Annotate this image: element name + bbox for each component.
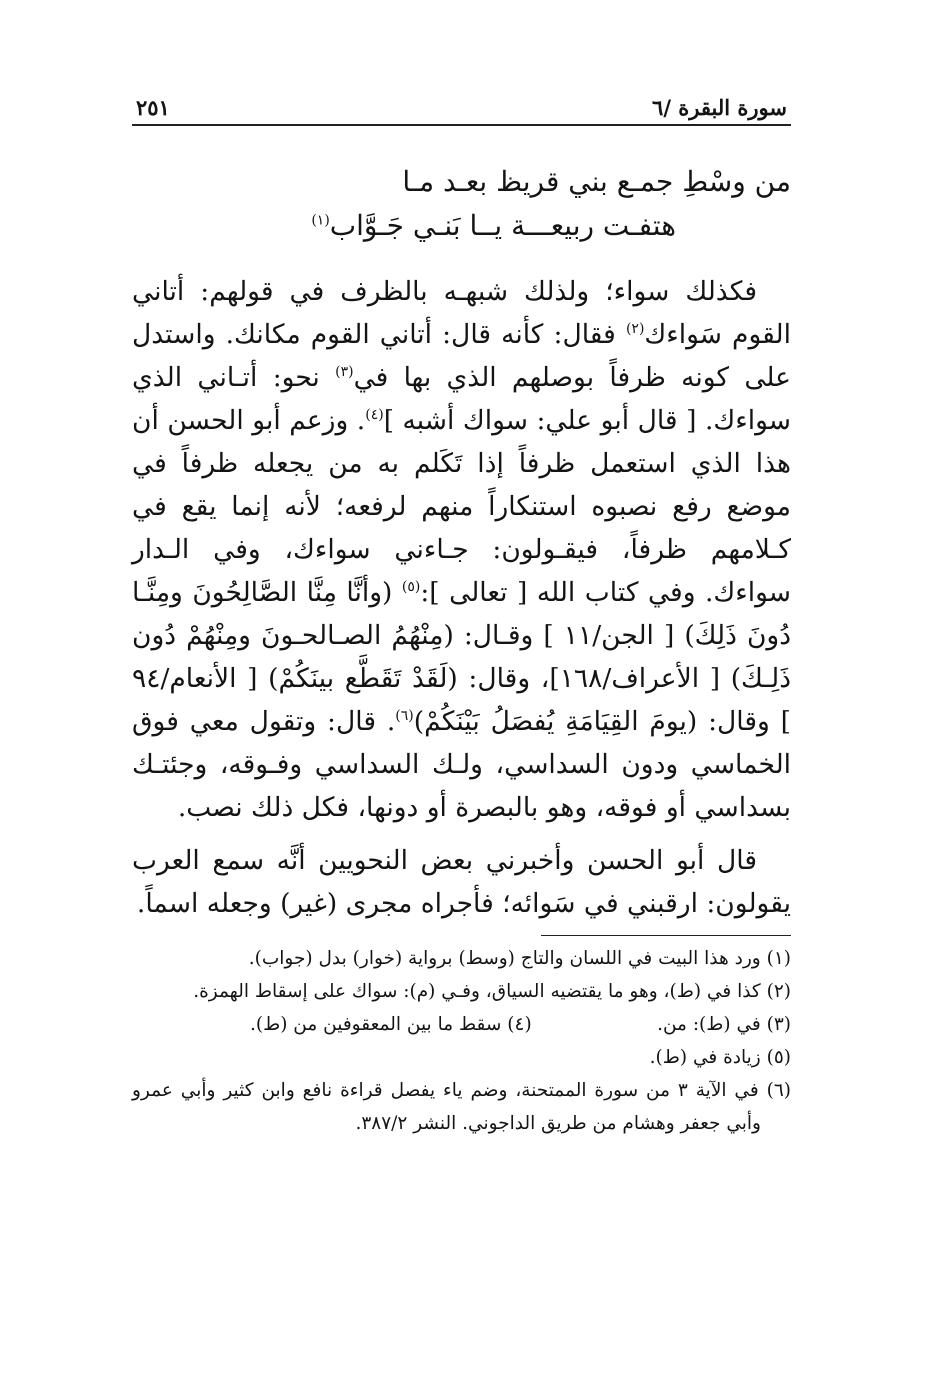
para1-seg-4: . وزعم أبو الحسن أن هذا الذي استعمل ظرفاً إذا تَكَلم به من يجعله ظرفاً في موضع رفع نصبوه استنكاراً منهم لرفعه؛ لأنه إنما يقع في كـلامهم ظرفاً، فيقـولون: جـاءني سواءك، وفي الـدار سواءك. وفي كتاب الله [ تعالى ]: — [132, 405, 791, 608]
paragraph-2: قال أبو الحسن وأخبرني بعض النحويين أنَّه سمع العرب يقولون: ارقبني في سَوائه؛ فأجراه مجرى (غير) وجعله اسماً. — [132, 845, 791, 919]
footnote-5: (٥) زيادة في (ط). — [649, 1047, 791, 1068]
footnote-ref-6: (٦) — [395, 708, 414, 725]
poem-line-1: من وسْطِ جمـع بني قريظ بعـد مـا — [402, 165, 791, 198]
para1-seg-1: فكذلك سواء؛ ولذلك شبهـه بالظرف في قولهم: أتاني القوم سَواءك — [132, 276, 791, 350]
para1-seg-5: (وأنَّا مِنَّا الصَّالِحُونَ ومِنَّـا دُونَ ذَلِكَ) [ الجن/١١ ] وقـال: (مِنْهُمُ الصـالحـونَ ومِنْهُمْ دُون ذَلِـكَ) [ الأعراف/١٦٨]، وقال: (لَقَدْ تَقَطَّع بينَكُمْ) [ الأنعام/٩٤ ] وقال: (يومَ القِيَامَةِ يُفصَلُ بَيْنَكُمْ) — [132, 577, 792, 737]
poem-verse — [132, 160, 791, 248]
book-page — [132, 86, 791, 1140]
footnote-1: (١) ورد هذا البيت في اللسان والتاج (وسط) برواية (خوار) بدل (جواب). — [248, 948, 791, 969]
footnotes — [132, 942, 791, 1140]
footnote-2: (٢) كذا في (ط)، وهو ما يقتضيه السياق، وفـي (م): سواك على إسقاط الهمزة. — [193, 981, 791, 1002]
footnote-row-3-4 — [132, 1008, 791, 1041]
footnote-6: (٦) في الآية ٣ من سورة الممتحنة، وضم ياء يفصل قراءة نافع وابن كثير وأبي عمرو وأبي جعفر وهشام من طريق الداجوني. النشر ٣٨٧/٢. — [132, 1080, 791, 1134]
poem-line-2 — [132, 204, 791, 248]
paragraph-1 — [132, 270, 791, 829]
para1-seg-6: . قال: وتقول معي فوق الخماسي ودون السداسي، ولـك السداسي وفـوقه، وجئتـك بسداسي أو فوقه، وهو بالبصرة أو دونها، فكل ذلك نصب. — [132, 706, 791, 823]
footnote-3: (٣) في (ط): من. — [657, 1014, 791, 1035]
body-text — [132, 270, 791, 925]
poem-line-2-text: هتفـت ربيعـــة يــا بَنـي جَـوَّاب — [329, 209, 676, 242]
footnote-ref-5: (٥) — [401, 579, 421, 596]
footnote-ref-2: (٢) — [625, 321, 645, 338]
footnote-rule — [541, 935, 791, 936]
para1-seg-3: نحو: أتـاني الذي سواءك. [ قال أبو علي: سواك أشبه ] — [132, 362, 791, 436]
page-number: ٢٥١ — [136, 95, 170, 120]
para1-seg-2: فقال: كأنه قال: أتاني القوم مكانك. واستدل على كونه ظرفاً بوصلهم الذي بها في — [132, 319, 791, 393]
header-title: سورة البقرة /٦ — [652, 95, 787, 120]
header-rule — [132, 124, 791, 126]
footnote-ref-3: (٣) — [335, 364, 354, 381]
footnote-ref-4: (٤) — [365, 407, 384, 424]
running-header — [132, 86, 791, 120]
footnote-ref-1: (١) — [311, 212, 330, 229]
footnote-4: (٤) سقط ما بين المعقوفين من (ط). — [250, 1014, 532, 1035]
